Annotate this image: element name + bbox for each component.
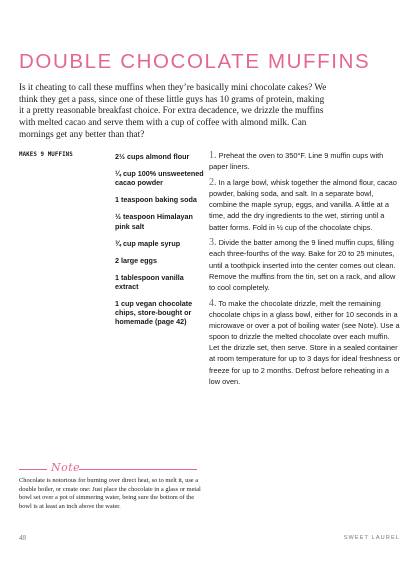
recipe-title: DOUBLE CHOCOLATE MUFFINS bbox=[19, 50, 371, 73]
method-step bbox=[209, 150, 401, 172]
ingredient-item: 1 cup vegan chocolate chips, store-bought or homemade (page 42) bbox=[115, 298, 193, 327]
recipe-intro: Is it cheating to call these muffins when they’re basically mini chocolate cakes? We think they get a pass, since one of these little guys has 10 grams of protein, making it a pretty reasonable breakfast choice. For extra decadence, we drizzle the muffins with melted cacao and serve them with a cup of coffee with almond milk. Can mornings get any better than that? bbox=[19, 82, 327, 139]
step-number: 2. bbox=[209, 176, 217, 188]
ingredient-item: ¾ cup maple syrup bbox=[115, 238, 181, 248]
step-text: Preheat the oven to 350°F. Line 9 muffin cups with paper liners. bbox=[209, 151, 384, 172]
ingredient-item: 1 tablespoon vanilla extract bbox=[115, 272, 184, 291]
step-number: 1. bbox=[209, 150, 217, 161]
ingredient-item: ½ teaspoon Himalayan pink salt bbox=[115, 212, 193, 231]
method-step bbox=[209, 298, 401, 387]
note-label: Note bbox=[51, 461, 81, 474]
step-number: 3. bbox=[209, 237, 217, 249]
ingredient-item: 2½ cups almond flour bbox=[115, 152, 190, 161]
running-head: SWEET LAUREL bbox=[343, 535, 400, 541]
ingredient-item: 2 large eggs bbox=[115, 255, 157, 265]
method-step bbox=[209, 177, 401, 233]
note-rule-left bbox=[19, 469, 47, 470]
ingredient-item: ¼ cup 100% unsweetened cacao powder bbox=[115, 168, 204, 188]
ingredient-list bbox=[115, 152, 207, 334]
step-text: Divide the batter among the 9 lined muffin cups, filling each three-fourths of the way. Bake for 20 to 25 minutes, until a toothpick inserted into the center comes out clean. Remove the muffins from the tin, set on a rack, and allow to cool completely. bbox=[209, 238, 396, 292]
method-steps bbox=[209, 150, 401, 392]
step-number: 4. bbox=[209, 297, 217, 309]
note-text: Chocolate is notorious for burning over direct heat, so to melt it, use a double boiler, or create one: Just place the chocolate in a glass or metal bowl set over a pot of simmering water, being sure the bottom of the bowl is at least an inch above the water. bbox=[19, 477, 201, 510]
step-text: To make the chocolate drizzle, melt the remaining chocolate chips in a glass bowl, either for 10 seconds in a microwave or over a pot of boiling water (see Note). Use a spoon to drizzle the melted chocolate over each muffin. Let the drizzle set, then serve. Store in a sealed container at room temperature for up to 3 days for ideal freshness or freeze for up to 2 months. Defrost before reheating in a low oven. bbox=[209, 298, 401, 386]
note-heading bbox=[19, 462, 197, 476]
page-number: 48 bbox=[19, 534, 26, 542]
ingredient-item: 1 teaspoon baking soda bbox=[115, 195, 197, 205]
method-step bbox=[209, 237, 401, 293]
step-text: In a large bowl, whisk together the almond flour, cacao powder, baking soda, and salt. In a separate bowl, combine the maple syrup, eggs, and vanilla. A little at a time, add the dry ingredients to the wet, stirring until a batter forms. Fold in ½ cup of the chocolate chips. bbox=[209, 177, 397, 232]
recipe-yield: MAKES 9 MUFFINS bbox=[19, 152, 73, 158]
note-rule-right bbox=[79, 469, 197, 470]
